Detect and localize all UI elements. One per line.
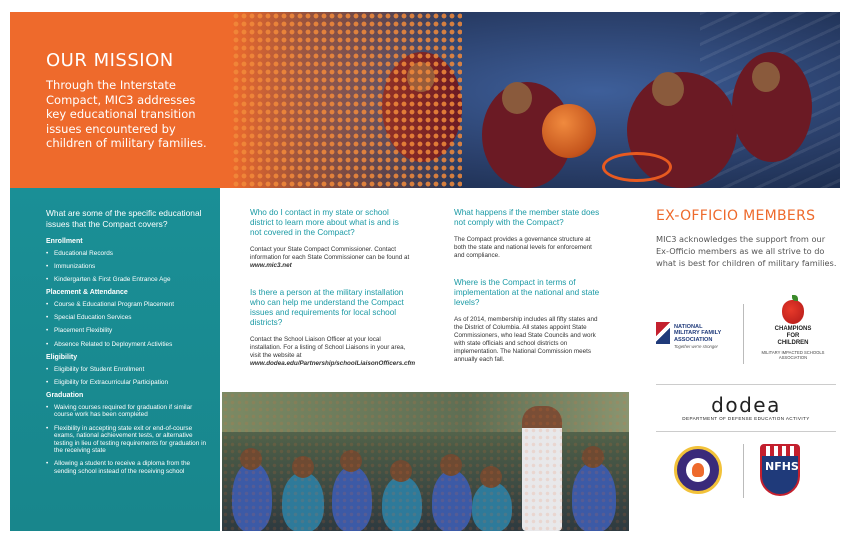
player-head <box>652 72 684 106</box>
divider <box>743 444 744 498</box>
classroom-photo <box>222 392 629 531</box>
list-item: • Waiving courses required for graduation if similar course work has been completed <box>46 404 208 419</box>
brochure-page <box>10 12 840 531</box>
answer-text: The Compact provides a governance structure at both the state and national levels for enforcement and compliance. <box>454 236 592 259</box>
dodea-liaison-link[interactable]: www.dodea.edu/Partnership/schoolLiaisonOfficers.cfm <box>250 360 416 367</box>
halftone-dots <box>222 392 629 531</box>
dodea-subtitle: DEPARTMENT OF DEFENSE EDUCATION ACTIVITY <box>682 416 810 421</box>
list-item: • Allowing a student to receive a diploma from the sending school instead of the receiving school <box>46 460 208 475</box>
mission-text: Through the Interstate Compact, MIC3 addresses key educational transition issues encountered by children of military families. <box>46 78 207 150</box>
group-heading: Enrollment <box>46 238 83 245</box>
issues-list <box>46 301 208 348</box>
group-heading: Eligibility <box>46 353 78 361</box>
answer-text <box>250 336 416 368</box>
mission-title: OUR MISSION <box>46 50 174 71</box>
question-heading: Who do I contact in my state or school district to learn more about what is and is not covered in the Compact? <box>250 208 399 237</box>
nfhs-stripes <box>762 446 798 456</box>
answer-body: Contact your State Compact Commissioner. Contact information for each State Commissioner can be found at <box>250 246 410 261</box>
player-head <box>752 62 780 92</box>
halftone-dots <box>232 12 462 188</box>
list-item: • Eligibility for Student Enrollment <box>46 366 208 374</box>
list-item: • Absence Related to Deployment Activities <box>46 341 208 349</box>
answer-text: As of 2014, membership includes all fifty states and the District of Columbia. All states appoint State Commissioners, who lead State Councils and work with state officials and school districts on implementation. The National Commission meets annually each fall. <box>454 316 598 363</box>
champ-line: FOR <box>786 333 800 339</box>
nmfa-tagline: Together we're stronger <box>674 344 718 349</box>
issues-question: What are some of the specific educational issues that the Compact covers? <box>46 208 202 229</box>
champ-subtitle: MILITARY IMPACTED SCHOOLS ASSOCIATION <box>761 350 825 360</box>
champ-line: CHILDREN <box>777 340 809 346</box>
mic3-link[interactable]: www.mic3.net <box>250 262 292 269</box>
dodea-logo[interactable] <box>656 384 836 432</box>
issues-list <box>46 404 208 476</box>
list-item: • Course & Educational Program Placement <box>46 301 208 309</box>
group-heading: Graduation <box>46 391 84 399</box>
mission-block <box>10 12 232 188</box>
logo-row-1 <box>656 300 836 372</box>
list-item: • Kindergarten & First Grade Entrance Age <box>46 276 208 284</box>
list-item: • Placement Flexibility <box>46 327 208 335</box>
question-heading: What happens if the member state does not comply with the Compact? <box>454 208 600 227</box>
exofficio-section <box>656 208 840 269</box>
champions-logo[interactable] <box>750 300 836 360</box>
basketball-photo <box>232 12 840 188</box>
issues-panel <box>10 188 220 531</box>
nmfa-line: MILITARY FAMILY <box>674 330 722 337</box>
question-heading: Where is the Compact in terms of implementation at the national and state levels? <box>454 278 600 307</box>
nfhs-shield-icon[interactable] <box>760 444 800 496</box>
player-head <box>502 82 532 114</box>
nfhs-text: NFHS <box>765 460 799 473</box>
exofficio-title: EX-OFFICIO MEMBERS <box>656 208 816 224</box>
logo-row-3 <box>656 436 836 504</box>
list-item: • Educational Records <box>46 250 208 258</box>
exofficio-text: MIC3 acknowledges the support from our Ex-Officio members as we all strive to do what is best for children of military families. <box>656 234 837 268</box>
issues-list <box>46 250 208 284</box>
champ-line: CHAMPIONS <box>774 326 812 332</box>
answer-text <box>250 246 410 270</box>
group-heading: Placement & Attendance <box>46 289 128 297</box>
apple-icon <box>782 300 804 324</box>
mcec-seal-icon[interactable] <box>674 446 722 494</box>
basketball <box>542 104 596 158</box>
list-item: • Immunizations <box>46 263 208 271</box>
nmfa-line: NATIONAL <box>674 324 703 330</box>
divider <box>743 304 744 364</box>
list-item: • Eligibility for Extracurricular Participation <box>46 379 208 387</box>
mcec-center <box>686 458 710 482</box>
compliance-column <box>454 208 604 382</box>
question-heading: Is there a person at the military installation who can help me understand the Compact issues and requirements for local school districts? <box>250 288 404 327</box>
list-item: • Special Education Services <box>46 314 208 322</box>
hoop <box>602 152 672 182</box>
issues-list <box>46 366 208 387</box>
nmfa-line: ASSOCIATION <box>674 336 713 343</box>
answer-body: Contact the School Liaison Officer at your local installation. For a listing of School Liaisons in your area, visit the website at <box>250 336 406 359</box>
contact-column <box>250 208 416 386</box>
nmfa-mark-icon <box>656 322 670 344</box>
dodea-wordmark: dodea <box>711 393 781 417</box>
list-item: • Flexibility in accepting state exit or end-of-course exams, national achievement tests, or alternative testing in lieu of testing requirements for graduation in the receiving state <box>46 425 208 455</box>
nmfa-name <box>674 324 721 343</box>
